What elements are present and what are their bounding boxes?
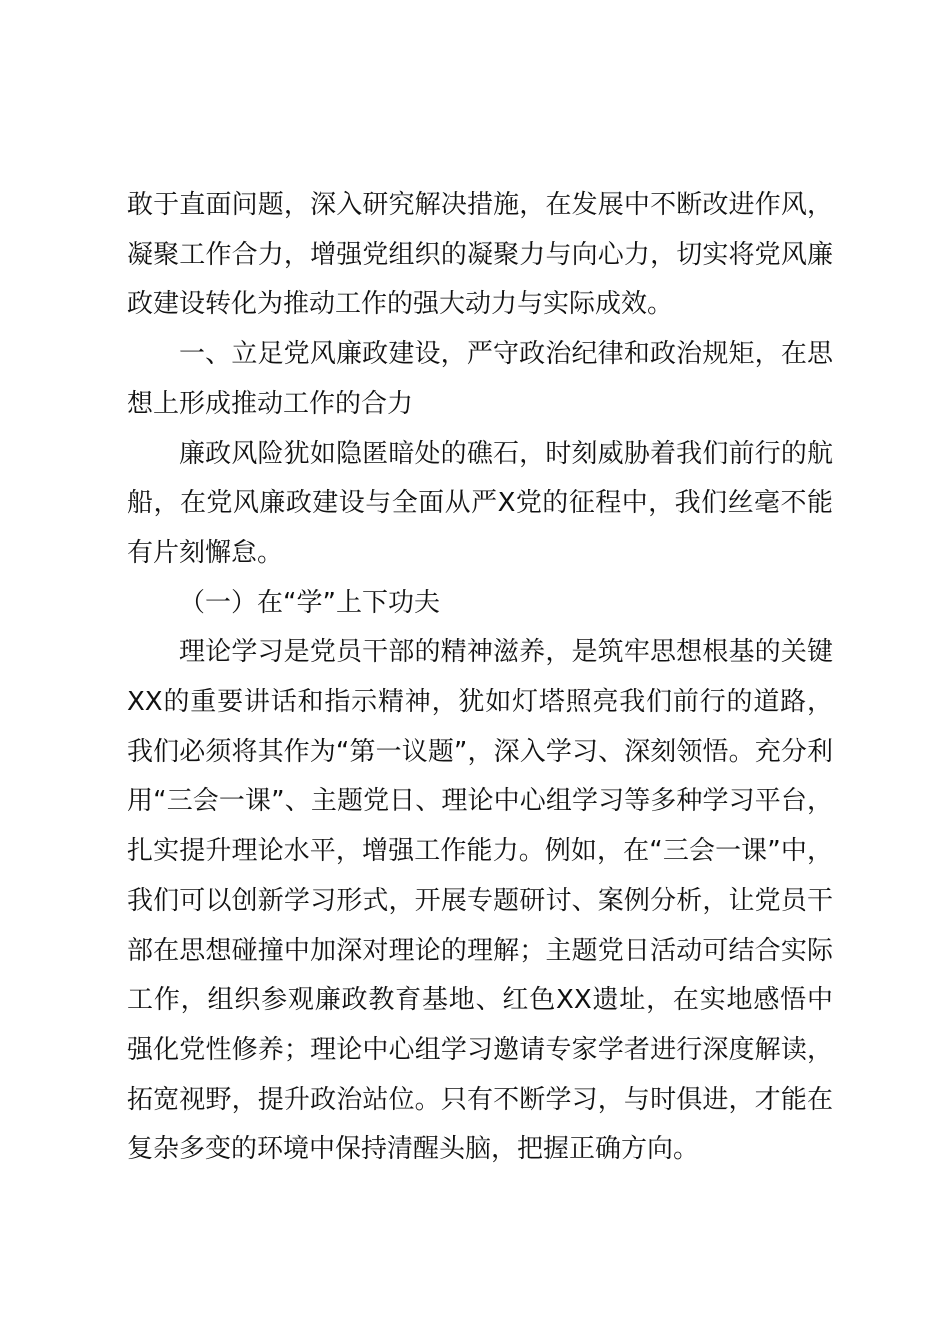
section-heading-1: 一、立足党风廉政建设，严守政治纪律和政治规矩，在思想上形成推动工作的合力 xyxy=(127,339,833,419)
paragraph-theory-study: 理论学习是党员干部的精神滋养，是筑牢思想根基的关键XX的重要讲话和指示精神，犹如灯塔照亮我们前行的道路，我们必须将其作为“第一议题”，深入学习、深刻领悟。充分利用“三会一课”、主题党日、理论中心组学习等多种学习平台，扎实提升理论水平，增强工作能力。例如，在“三会一课”中，我们可以创新学习形式，开展专题研讨、案例分析，让党员干部在思想碰撞中加深对理论的理解；主题党日活动可结合实际工作，组织参观廉政教育基地、红色XX遗址，在实地感悟中强化党性修养；理论中心组学习邀请专家学者进行深度解读，拓宽视野，提升政治站位。只有不断学习，与时俱进，才能在复杂多变的环境中保持清醒头脑，把握正确方向。 xyxy=(127,637,833,1165)
paragraph-risk: 廉政风险犹如隐匿暗处的礁石，时刻威胁着我们前行的航船，在党风廉政建设与全面从严X党的征程中，我们丝毫不能有片刻懈怠。 xyxy=(127,438,833,568)
paragraph-continuation: 敢于直面问题，深入研究解决措施，在发展中不断改进作风，凝聚工作合力，增强党组织的凝聚力与向心力，切实将党风廉政建设转化为推动工作的强大动力与实际成效。 xyxy=(127,190,833,320)
document-body xyxy=(127,181,833,1175)
subsection-heading-1: （一）在“学”上下功夫 xyxy=(179,587,440,618)
